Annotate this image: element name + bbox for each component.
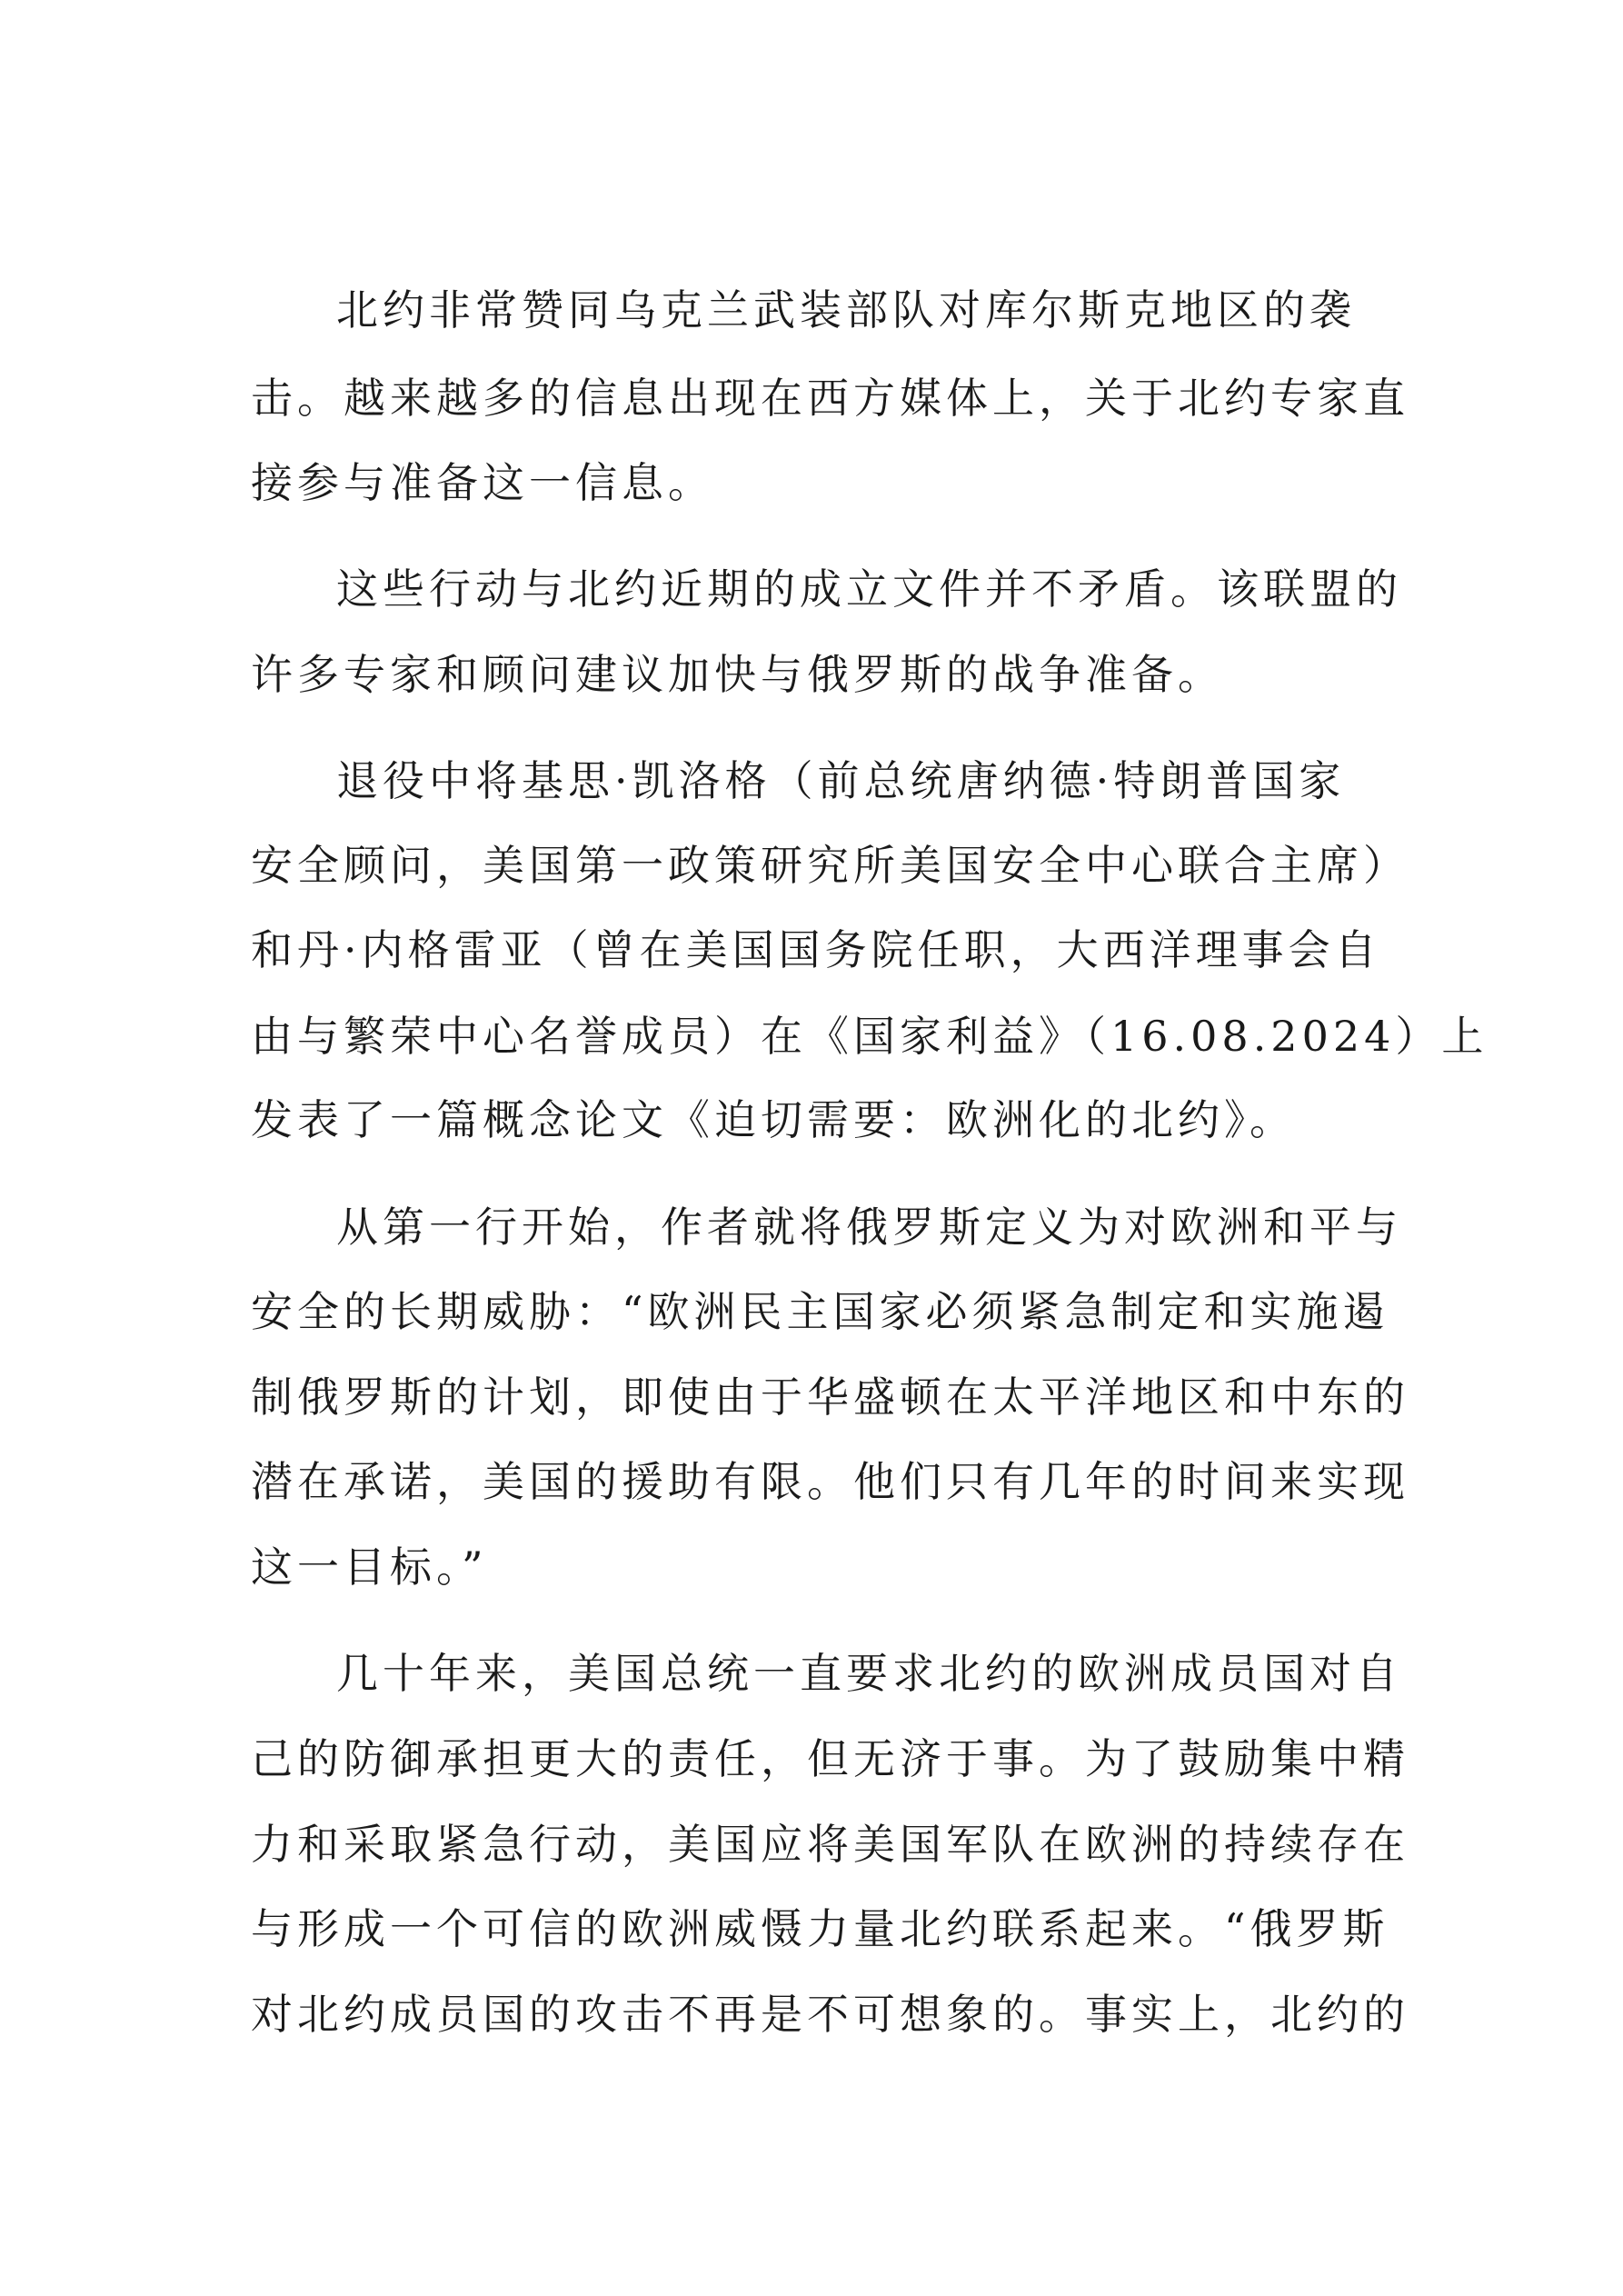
paragraph-5-line-4: 与形成一个可信的欧洲威慑力量北约联系起来。“俄罗斯 [251,1904,1389,1953]
paragraph-1-line-1: 北约非常赞同乌克兰武装部队对库尔斯克地区的袭 [336,285,1356,334]
paragraph-5-line-3: 力和采取紧急行动，美国应将美国军队在欧洲的持续存在 [251,1820,1409,1869]
paragraph-1-line-2: 击。越来越多的信息出现在西方媒体上，关于北约专家直 [251,374,1409,423]
paragraph-3-line-1: 退役中将基思·凯洛格（前总统唐纳德·特朗普国家 [336,756,1346,805]
paragraph-4-line-5: 这一目标。” [251,1542,488,1592]
paragraph-4-line-3: 制俄罗斯的计划，即使由于华盛顿在太平洋地区和中东的 [251,1373,1409,1422]
paragraph-2-line-1: 这些行动与北约近期的成立文件并不矛盾。该联盟的 [336,564,1402,614]
paragraph-3-line-3: 和丹·内格雷亚（曾在美国国务院任职，大西洋理事会自 [251,925,1381,974]
paragraph-3-line-5: 发表了一篇概念论文《迫切需要：欧洲化的北约》。 [251,1095,1296,1144]
paragraph-5-line-1: 几十年来，美国总统一直要求北约的欧洲成员国对自 [336,1649,1402,1698]
paragraph-5-line-5: 对北约成员国的攻击不再是不可想象的。事实上，北约的 [251,1990,1409,2039]
paragraph-5-line-2: 己的防御承担更大的责任，但无济于事。为了鼓励集中精 [251,1734,1409,1783]
paragraph-4-line-2: 安全的长期威胁：“欧洲民主国家必须紧急制定和实施遏 [251,1287,1389,1336]
paragraph-4-line-4: 潜在承诺，美国的援助有限。他们只有几年的时间来实现 [251,1457,1409,1506]
paragraph-3-line-2: 安全顾问，美国第一政策研究所美国安全中心联合主席） [251,841,1409,890]
paragraph-2-line-2: 许多专家和顾问建议加快与俄罗斯的战争准备。 [251,650,1224,699]
paragraph-1-line-3: 接参与准备这一信息。 [251,458,714,507]
paragraph-4-line-1: 从第一行开始，作者就将俄罗斯定义为对欧洲和平与 [336,1203,1402,1252]
paragraph-3-line-4: 由与繁荣中心名誉成员）在《国家利益》（16.08.2024）上 [251,1012,1489,1061]
